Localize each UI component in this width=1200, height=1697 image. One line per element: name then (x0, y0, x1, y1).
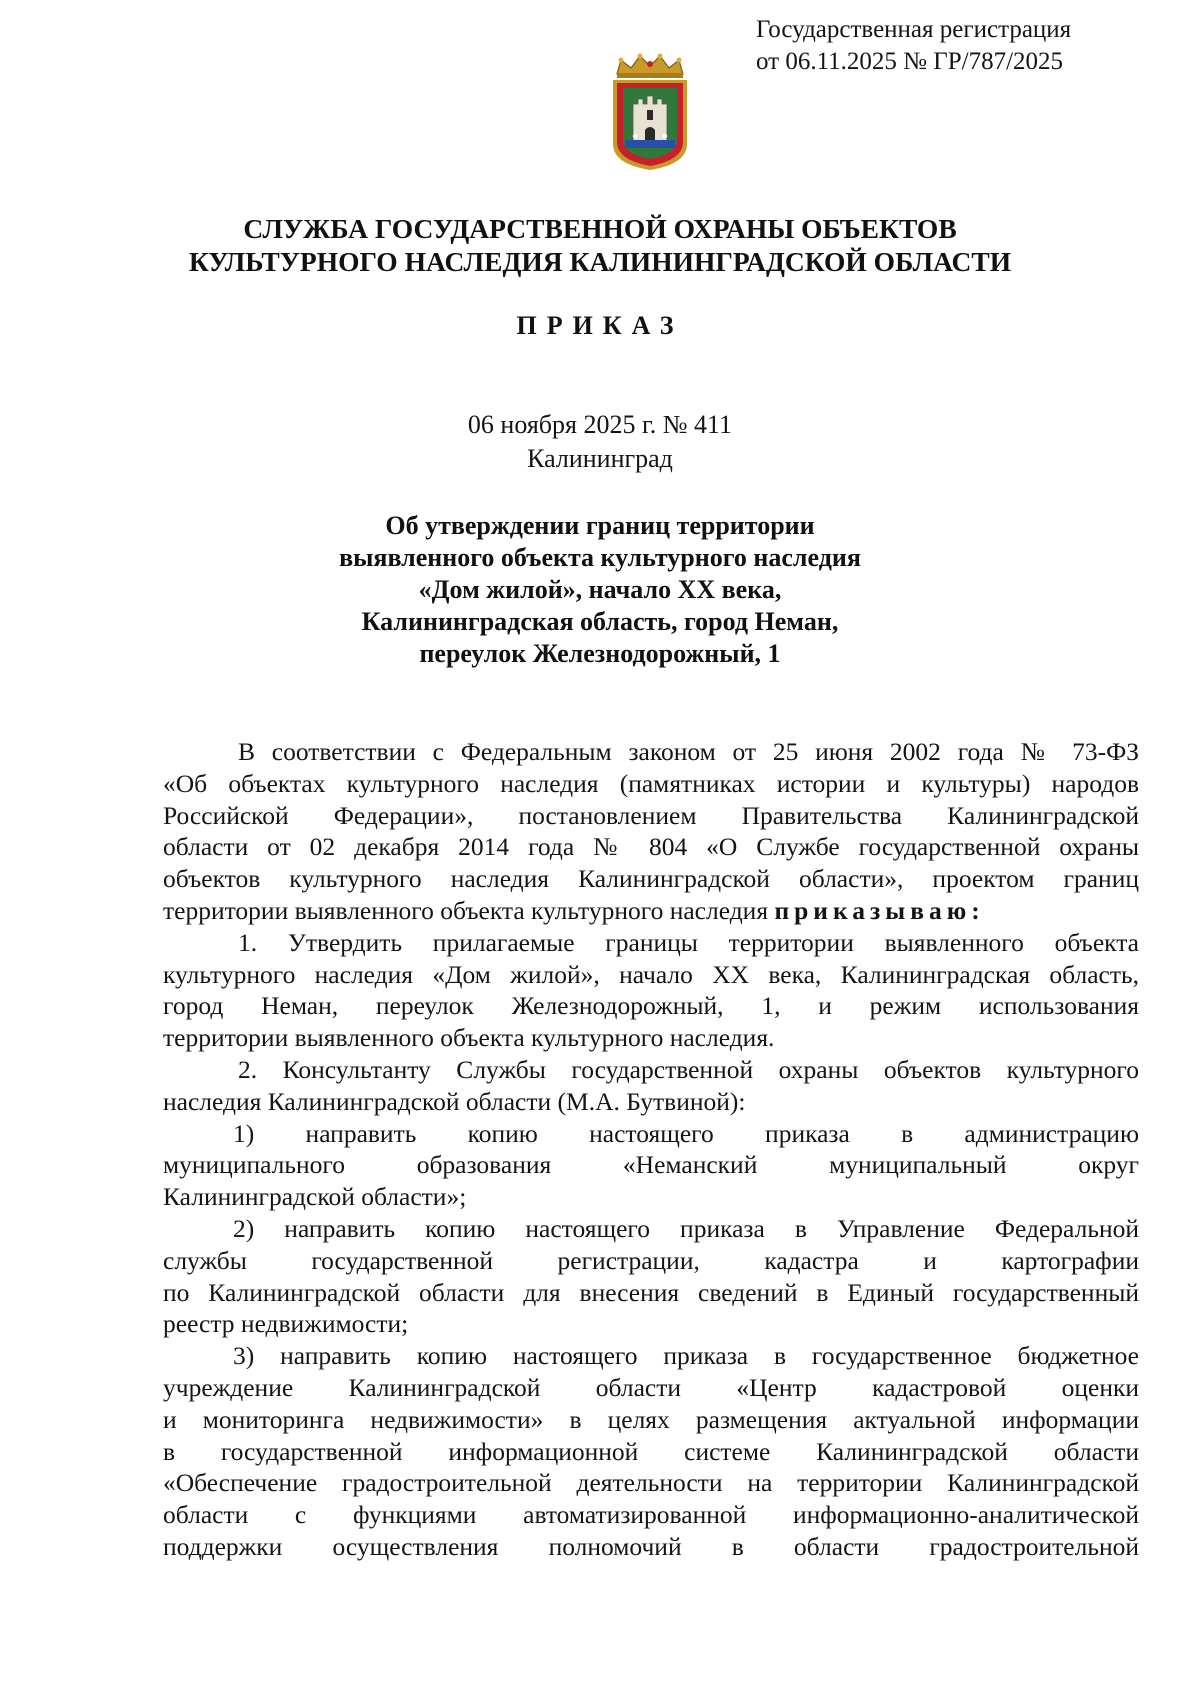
body-line: реестр недвижимости; (163, 1309, 409, 1339)
body-line: «Об объектах культурного наследия (памятниках истории и культуры) народов (163, 768, 1139, 798)
registration-line-2: от 06.11.2025 № ГР/787/2025 (756, 48, 1064, 75)
subject-line: выявленного объекта культурного наследия (339, 543, 861, 572)
body-line-text: территории выявленного объекта культурного наследия (163, 895, 769, 925)
order-verb: приказываю: (774, 895, 985, 925)
body-line: Российской Федерации», постановлением Правительства Калининградской (163, 800, 1139, 830)
body-line: по Калининградской области для внесения сведений в Единый государственный (163, 1277, 1139, 1307)
coat-of-arms-icon (607, 52, 693, 172)
subject-line: «Дом жилой», начало XX века, (418, 575, 782, 604)
body-line: муниципального образования «Неманский муниципальный округ (163, 1150, 1139, 1180)
body-line: Калининградской области»; (163, 1182, 467, 1212)
subject-line: переулок Железнодорожный, 1 (419, 639, 781, 668)
body-line: и мониторинга недвижимости» в целях размещения актуальной информации (163, 1404, 1139, 1434)
document-kind: ПРИКАЗ (516, 311, 684, 340)
order-subject (200, 510, 1000, 670)
body-line: службы государственной регистрации, кадастра и картографии (163, 1245, 1139, 1275)
body-line: 1) направить копию настоящего приказа в администрацию (233, 1118, 1139, 1148)
date-number: 06 ноября 2025 г. № 411 (467, 410, 733, 439)
body-line: объектов культурного наследия Калининградской области», проектом границ (163, 864, 1139, 894)
body-line: 3) направить копию настоящего приказа в государственное бюджетное (233, 1341, 1139, 1371)
body-line: территории выявленного объекта культурного наследия. (163, 1023, 775, 1053)
body-line: 2. Консультанту Службы государственной охраны объектов культурного (238, 1054, 1139, 1084)
registration-line-1: Государственная регистрация (756, 16, 1072, 43)
registration-stamp (756, 14, 1186, 78)
body-line: «Обеспечение градостроительной деятельности на территории Калининградской (163, 1468, 1139, 1498)
body-line: области от 02 декабря 2014 года № 804 «О Службе государственной охраны (163, 832, 1139, 862)
subject-line: Калининградская область, город Неман, (361, 607, 839, 636)
body-line: культурного наследия «Дом жилой», начало XX века, Калининградская область, (163, 959, 1139, 989)
body-line: 1. Утвердить прилагаемые границы территории выявленного объекта (238, 927, 1139, 957)
body-line (163, 895, 1139, 927)
date-and-place (300, 408, 900, 476)
place: Калининград (527, 444, 673, 473)
body-line: город Неман, переулок Железнодорожный, 1, и режим использования (163, 991, 1139, 1021)
body-line: учреждение Калининградской области «Центр кадастровой оценки (163, 1372, 1139, 1402)
body-line: в государственной информационной системе Калининградской области (163, 1436, 1139, 1466)
organization-title-line-1: СЛУЖБА ГОСУДАРСТВЕННОЙ ОХРАНЫ ОБЪЕКТОВ (243, 213, 957, 244)
body-line: 2) направить копию настоящего приказа в Управление Федеральной (233, 1213, 1139, 1243)
body-line: В соответствии с Федеральным законом от 25 июня 2002 года № 73-ФЗ (238, 737, 1139, 766)
body-line: области с функциями автоматизированной информационно-аналитической (163, 1500, 1139, 1530)
organization-title (140, 212, 1060, 278)
body-line: поддержки осуществления полномочий в области градостроительной (163, 1531, 1139, 1561)
order-body (163, 736, 1139, 1563)
body-line: наследия Калининградской области (М.А. Бутвиной): (163, 1086, 746, 1116)
subject-line: Об утверждении границ территории (385, 511, 815, 540)
organization-title-line-2: КУЛЬТУРНОГО НАСЛЕДИЯ КАЛИНИНГРАДСКОЙ ОБЛАСТИ (188, 246, 1012, 277)
